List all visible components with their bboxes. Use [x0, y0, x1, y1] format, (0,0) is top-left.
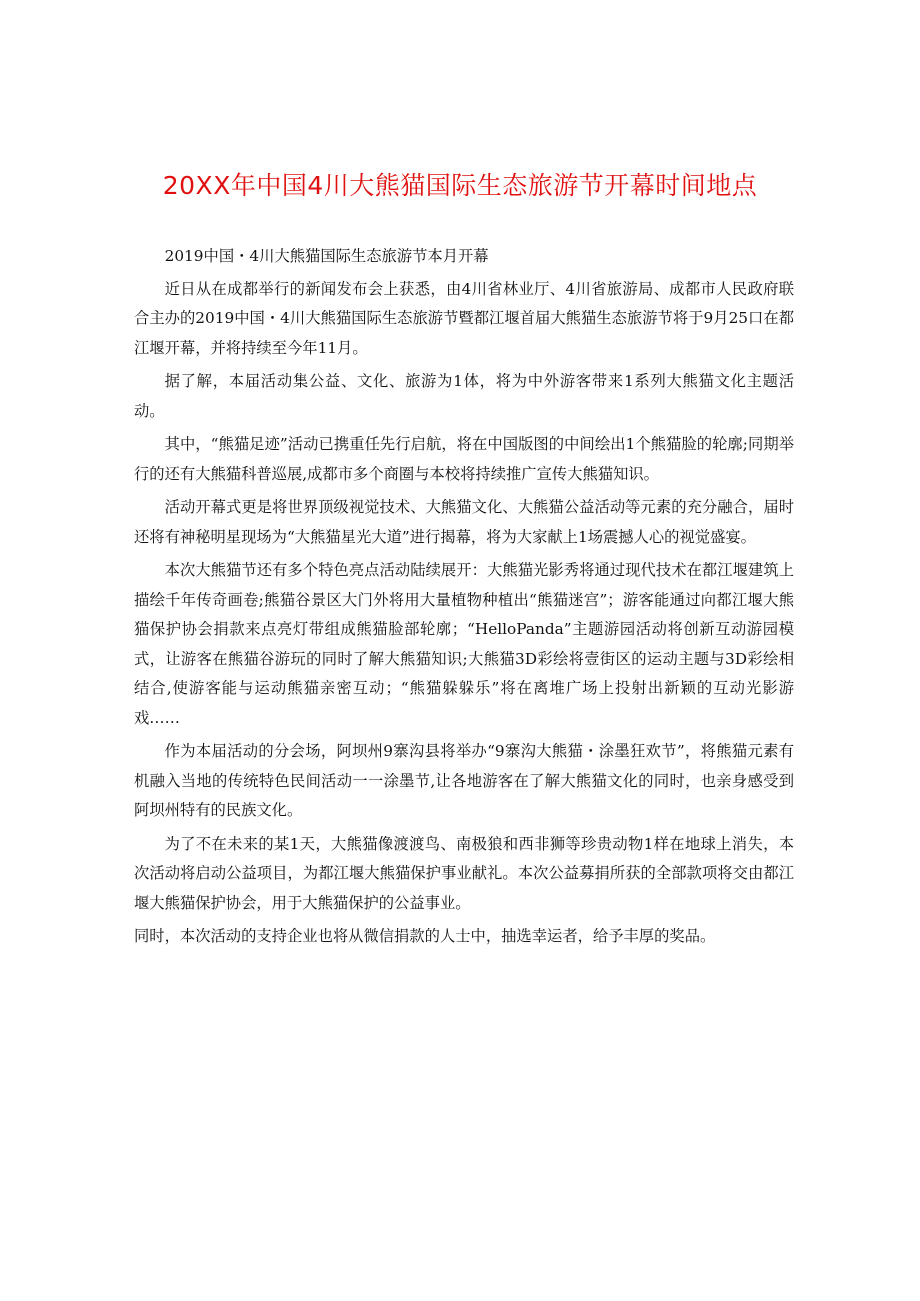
paragraph-6: 作为本届活动的分会场，阿坝州9寨沟县将举办“9寨沟大熊猫・涂墨狂欢节”，将熊猫元素有机融入当地的传统特色民间活动一一涂墨节,让各地游客在了解大熊猫文化的同时，也亲身感受到阿坝州特有的民族文化。: [134, 742, 794, 819]
paragraph-1: 近日从在成都举行的新闻发布会上获悉，由4川省林业厅、4川省旅游局、成都市人民政府联合主办的2019中国・4川大熊猫国际生态旅游节暨都江堰首届大熊猫生态旅游节将于9月25口在都江堰开幕，并将持续至今年11月。: [134, 279, 794, 357]
closing-paragraph: 同时，本次活动的支持企业也将从微信捐款的人士中，抽选幸运者，给予丰厚的奖品。: [134, 927, 716, 945]
paragraph-2: 据了解，本届活动集公益、文化、旅游为1体，将为中外游客带来1系列大熊猫文化主题活动。: [134, 372, 794, 420]
document-body: [134, 242, 794, 956]
article-subtitle: 2019中国・4川大熊猫国际生态旅游节本月开幕: [164, 247, 489, 265]
paragraph-3: 其中，“熊猫足迹”活动已携重任先行启航，将在中国版图的中间绘出1个熊猫脸的轮廓;同期举行的还有大熊猫科普巡展,成都市多个商圈与本校将持续推广宣传大熊猫知识。: [134, 435, 794, 483]
document-title: 20XX年中国4川大熊猫国际生态旅游节开幕时间地点: [162, 171, 758, 200]
paragraph-4: 活动开幕式更是将世界顶级视觉技术、大熊猫文化、大熊猫公益活动等元素的充分融合，届时还将有神秘明星现场为“大熊猫星光大道”进行揭幕，将为大家献上1场震撼人心的视觉盛宴。: [134, 498, 794, 546]
paragraph-7: 为了不在未来的某1天，大熊猫像渡渡鸟、南极狼和西非狮等珍贵动物1样在地球上消失，本次活动将启动公益项目，为都江堰大熊猫保护事业献礼。本次公益募捐所获的全部款项将交由都江堰大熊猫保护协会，用于大熊猫保护的公益事业。: [134, 834, 794, 912]
paragraph-5: 本次大熊猫节还有多个特色亮点活动陆续展开：大熊猫光影秀将通过现代技术在都江堰建筑上描绘千年传奇画卷;熊猫谷景区大门外将用大量植物种植出“熊猫迷宫”；游客能通过向都江堰大熊猫保护协会捐款来点亮灯带组成熊猫脸部轮廓；“HelloPanda”主题游园活动将创新互动游园模式，让游客在熊猫谷游玩的同时了解大熊猫知识;大熊猫3D彩绘将壹街区的运动主题与3D彩绘相结合,使游客能与运动熊猫亲密互动；“熊猫躲躲乐”将在离堆广场上投射出新颖的互动光影游戏……: [134, 561, 794, 727]
